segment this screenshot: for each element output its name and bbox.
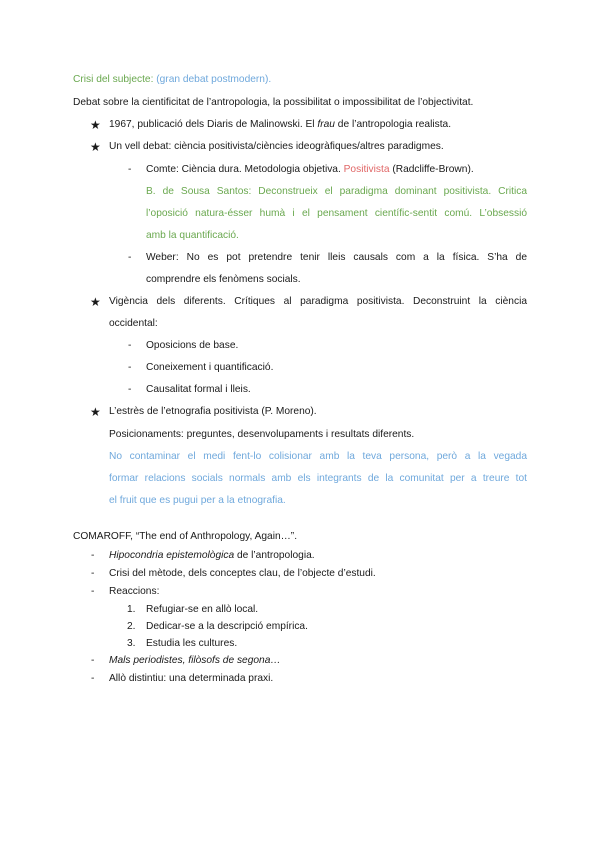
bullet-old-debate: Un vell debat: ciència positivista/ciències ideogràfiques/altres paradigmes. [109, 141, 444, 152]
dash-bullet-icon: - [91, 586, 95, 597]
list-item: Coneixement i quantificació. [146, 362, 274, 373]
dash-bullet-icon: - [128, 362, 132, 373]
list-item: Causalitat formal i lleis. [146, 384, 251, 395]
dash-bullet-icon: - [91, 655, 95, 666]
contamination-line-1: No contaminar el medi fent-lo colisionar amb la teva persona, però a la vegada [109, 451, 527, 462]
dash-bullet-icon: - [91, 550, 95, 561]
sousa-santos-line-1: B. de Sousa Santos: Deconstrueix el paradigma dominant positivista. Critica [146, 186, 527, 197]
sousa-santos-line-2: l’oposició natura-ésser humà i el pensament científic-sentit comú. L’obsessió [146, 208, 527, 219]
sousa-santos-line-3: amb la quantificació. [146, 230, 239, 241]
emphasis-frau: frau [317, 119, 335, 130]
reaction-item: Refugiar-se en allò local. [146, 604, 259, 615]
item-weber-line-2: comprendre els fenòmens socials. [146, 274, 301, 285]
list-number: 1. [127, 604, 136, 615]
comaroff-item-praxi: Allò distintiu: una determinada praxi. [109, 673, 274, 684]
reaction-item: Estudia les cultures. [146, 638, 238, 649]
star-bullet-icon: ★ [90, 405, 101, 419]
list-number: 2. [127, 621, 136, 632]
reaction-item: Dedicar-se a la descripció empírica. [146, 621, 308, 632]
list-item: Oposicions de base. [146, 340, 239, 351]
comaroff-item-crisi: Crisi del mètode, dels conceptes clau, de l’objecte d’estudi. [109, 568, 376, 579]
dash-bullet-icon: - [91, 673, 95, 684]
contamination-line-2: formar relacions socials normals amb els integrants de la comunitat per a treure tot [109, 473, 527, 484]
title-note: (gran debat postmodern). [153, 74, 272, 85]
comaroff-heading: COMAROFF, “The end of Anthropology, Again…”. [73, 531, 298, 542]
bullet-vigencia-line-1: Vigència dels diferents. Crítiques al paradigma positivista. Deconstruint la ciència [109, 296, 527, 307]
star-bullet-icon: ★ [90, 118, 101, 132]
list-number: 3. [127, 638, 136, 649]
item-comte: Comte: Ciència dura. Metodologia objetiva. Positivista (Radcliffe-Brown). [146, 164, 474, 175]
section-title [73, 73, 271, 87]
dash-bullet-icon: - [128, 164, 132, 175]
comaroff-item-reaccions: Reaccions: [109, 586, 160, 597]
dash-bullet-icon: - [128, 384, 132, 395]
intro-paragraph: Debat sobre la cientificitat de l’antropologia, la possibilitat o impossibilitat de l’objectivitat. [73, 97, 474, 108]
bullet-etnografia: L’estrès de l’etnografia positivista (P. Moreno). [109, 406, 317, 417]
contamination-line-3: el fruit que es pugui per a la etnografia. [109, 495, 286, 506]
title-label: Crisi del subjecte: [73, 74, 154, 85]
bullet-malinowski: 1967, publicació dels Diaris de Malinowski. El frau de l’antropologia realista. [109, 119, 452, 130]
star-bullet-icon: ★ [90, 140, 101, 154]
bullet-vigencia-line-2: occidental: [109, 318, 158, 329]
positivista-highlight: Positivista [343, 164, 390, 175]
star-bullet-icon: ★ [90, 295, 101, 309]
posicionaments-line: Posicionaments: preguntes, desenvolupaments i resultats diferents. [109, 429, 415, 440]
dash-bullet-icon: - [91, 568, 95, 579]
item-weber-line-1: Weber: No es pot pretendre tenir lleis causals com a la física. S’ha de [146, 252, 527, 263]
dash-bullet-icon: - [128, 252, 132, 263]
comaroff-item-hipocondria: Hipocondria epistemològica de l’antropologia. [109, 550, 315, 561]
dash-bullet-icon: - [128, 340, 132, 351]
comaroff-item-periodistes: Mals periodistes, filòsofs de segona… [109, 655, 281, 666]
